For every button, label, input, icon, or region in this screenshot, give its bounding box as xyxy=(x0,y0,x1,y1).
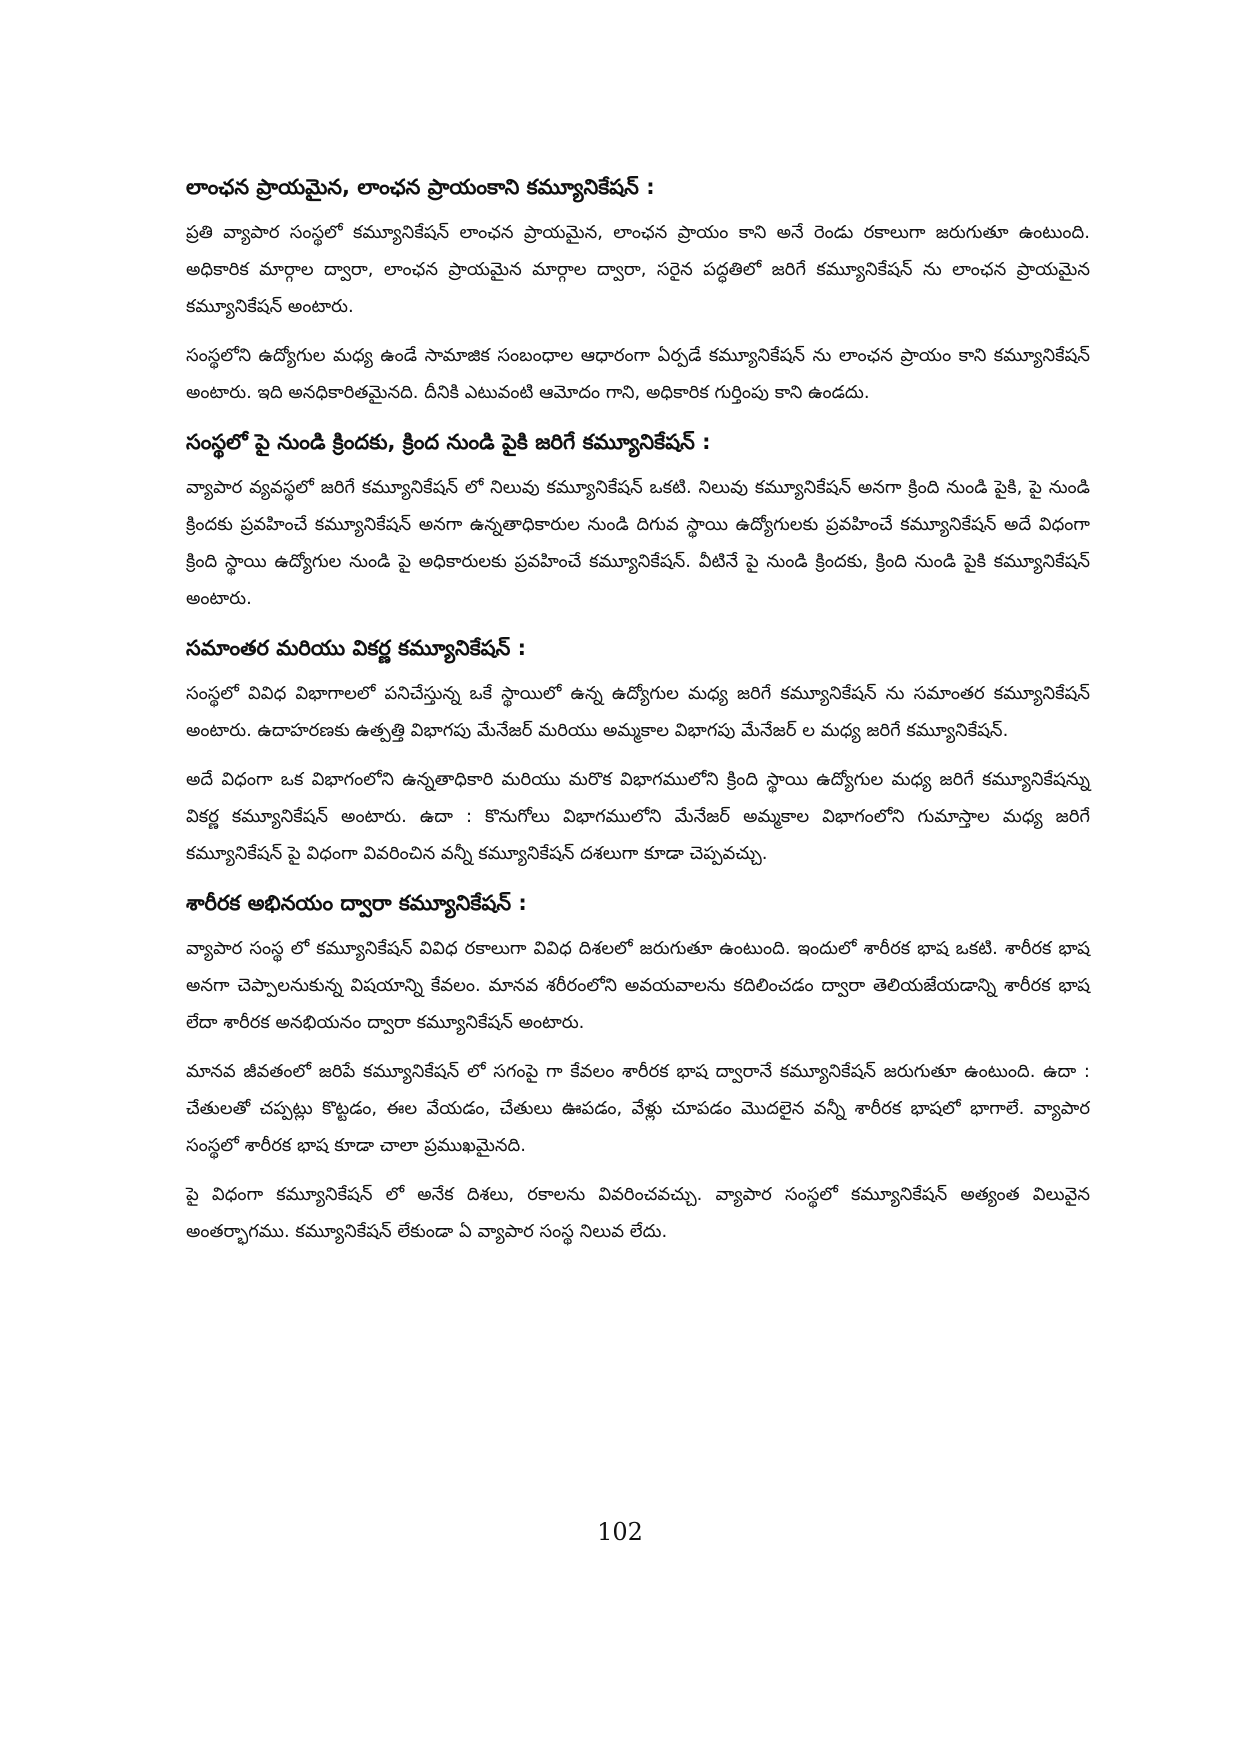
paragraph: మానవ జీవతంలో జరిపే కమ్యూనికేషన్ లో సగంపై గా కేవలం శారీరక భాష ద్వారానే కమ్యూనికేషన్ జరుగుతూ ఉంటుంది. ఉదా : చేతులతో చప్పట్లు కొట్టడం, ఈల వేయడం, చేతులు ఊపడం, వేళ్లు చూపడం మొదలైన వన్నీ శారీరక భాషలో భాగాలే. వ్యాపార సంస్థలో శారీరక భాష కూడా చాలా ప్రముఖమైనది. xyxy=(186,1061,1090,1156)
section-heading-horizontal-diagonal: సమాంతర మరియు వికర్ణ కమ్యూనికేషన్ : xyxy=(186,636,527,660)
paragraph: సంస్థలో వివిధ విభాగాలలో పనిచేస్తున్న ఒకే స్థాయిలో ఉన్న ఉద్యోగుల మధ్య జరిగే కమ్యూనికేషన్ ను సమాంతర కమ్యూనికేషన్ అంటారు. ఉదాహరణకు ఉత్పత్తి విభాగపు మేనేజర్ మరియు అమ్మకాల విభాగపు మేనేజర్ ల మధ్య జరిగే కమ్యూనికేషన్. xyxy=(186,683,1090,741)
paragraph: సంస్థలోని ఉద్యోగుల మధ్య ఉండే సామాజిక సంబంధాల ఆధారంగా ఏర్పడే కమ్యూనికేషన్ ను లాంఛన ప్రాయం కాని కమ్యూనికేషన్ అంటారు. ఇది అనధికారితమైనది. దీనికి ఎటువంటి ఆమోదం గాని, అధికారిక గుర్తింపు కాని ఉండదు. xyxy=(186,345,1090,403)
paragraph: వ్యాపార వ్యవస్థలో జరిగే కమ్యూనికేషన్ లో నిలువు కమ్యూనికేషన్ ఒకటి. నిలువు కమ్యూనికేషన్ అనగా క్రింది నుండి పైకి, పై నుండి క్రిందకు ప్రవహించే కమ్యూనికేషన్ అనగా ఉన్నతాధికారుల నుండి దిగువ స్థాయి ఉద్యోగులకు ప్రవహించే కమ్యూనికేషన్ అదే విధంగా క్రింది స్థాయి ఉద్యోగుల నుండి పై అధికారులకు ప్రవహించే కమ్యూనికేషన్. వీటినే పై నుండి క్రిందకు, క్రింది నుండి పైకి కమ్యూనికేషన్ అంటారు. xyxy=(186,477,1090,609)
paragraph: వ్యాపార సంస్థ లో కమ్యూనికేషన్ వివిధ రకాలుగా వివిధ దిశలలో జరుగుతూ ఉంటుంది. ఇందులో శారీరక భాష ఒకటి. శారీరక భాష అనగా చెప్పాలనుకున్న విషయాన్ని కేవలం. మానవ శరీరంలోని అవయవాలను కదిలించడం ద్వారా తెలియజేయడాన్ని శారీరక భాష లేదా శారీరక అనభియనం ద్వారా కమ్యూనికేషన్ అంటారు. xyxy=(186,938,1090,1033)
section-heading-formal-informal: లాంఛన ప్రాయమైన, లాంఛన ప్రాయంకాని కమ్యూనికేషన్ : xyxy=(186,175,655,199)
section-heading-body-language: శారీరక అభినయం ద్వారా కమ్యూనికేషన్ : xyxy=(186,891,527,915)
paragraph: ప్రతి వ్యాపార సంస్థలో కమ్యూనికేషన్ లాంఛన ప్రాయమైన, లాంఛన ప్రాయం కాని అనే రెండు రకాలుగా జరుగుతూ ఉంటుంది. అధికారిక మార్గాల ద్వారా, లాంఛన ప్రాయమైన మార్గాల ద్వారా, సరైన పద్ధతిలో జరిగే కమ్యూనికేషన్ ను లాంఛన ప్రాయమైన కమ్యూనికేషన్ అంటారు. xyxy=(186,222,1090,317)
paragraph: అదే విధంగా ఒక విభాగంలోని ఉన్నతాధికారి మరియు మరొక విభాగములోని క్రింది స్థాయి ఉద్యోగుల మధ్య జరిగే కమ్యూనికేషన్ను వికర్ణ కమ్యూనికేషన్ అంటారు. ఉదా : కొనుగోలు విభాగములోని మేనేజర్ అమ్మకాల విభాగంలోని గుమాస్తాల మధ్య జరిగే కమ్యూనికేషన్ పై విధంగా వివరించిన వన్నీ కమ్యూనికేషన్ దశలుగా కూడా చెప్పవచ్చు. xyxy=(186,769,1090,864)
page-body xyxy=(186,168,1090,1262)
section-heading-vertical: సంస్థలో పై నుండి క్రిందకు, క్రింద నుండి పైకి జరిగే కమ్యూనికేషన్ : xyxy=(186,430,711,454)
paragraph: పై విధంగా కమ్యూనికేషన్ లో అనేక దిశలు, రకాలను వివరించవచ్చు. వ్యాపార సంస్థలో కమ్యూనికేషన్ అత్యంత విలువైన అంతర్భాగము. కమ్యూనికేషన్ లేకుండా ఏ వ్యాపార సంస్థ నిలువ లేదు. xyxy=(186,1184,1090,1242)
page-number: 102 xyxy=(597,1518,643,1546)
